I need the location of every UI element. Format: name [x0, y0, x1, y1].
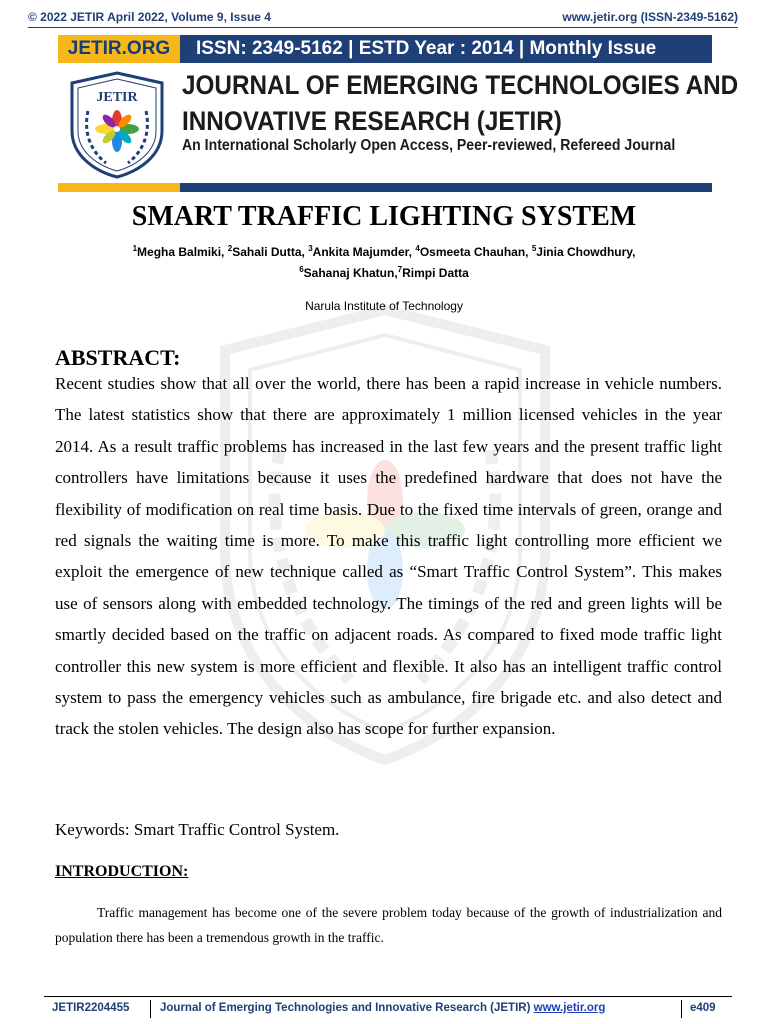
- page-footer: [44, 996, 732, 1020]
- author: $^7$Rimpi Datta: [397, 265, 469, 280]
- header-rule: [28, 27, 738, 28]
- author: $^4$Osmeeta Chauhan,: [415, 244, 532, 259]
- svg-text:JETIR: JETIR: [96, 90, 138, 105]
- author: $^5$Jinia Chowdhury,: [531, 244, 636, 259]
- journal-url-issn: www.jetir.org (ISSN-2349-5162): [562, 10, 738, 24]
- introduction-heading: INTRODUCTION:: [55, 863, 189, 880]
- author: $^1$Megha Balmiki,: [132, 244, 228, 259]
- author: $^2$Sahali Dutta,: [227, 244, 309, 259]
- running-header: [28, 6, 738, 28]
- issue-info: © 2022 JETIR April 2022, Volume 9, Issue 4: [28, 10, 271, 24]
- abstract-body: Recent studies show that all over the world, there has been a rapid increase in vehicle numbers. The latest statistics show that there are approximately 1 million licensed vehicles in the year 2014. As a result traffic problems has increased in the last few years and the present traffic light controllers have limitations because it uses the predefined hardware that does not have the flexibility of modification on real time basis. Due to the fixed time intervals of green, orange and red signals the waiting time is more. To make this traffic light controlling more efficient we exploit the emergence of new technique called as “Smart Traffic Control System”. This makes use of sensors along with embedded technology. The timings of the red and green lights will be smartly decided based on the traffic on adjacent roads. As compared to fixed mode traffic light controller this new system is more efficient and flexible. It also has an intelligent traffic control system to pass the emergency vehicles such as ambulance, fire brigade etc. and also detect and track the stolen vehicles. The design also has scope for further expansion.: [55, 374, 722, 739]
- masthead-bottom-navy: [180, 183, 712, 192]
- page-number: e409: [690, 1002, 716, 1014]
- footer-divider: [150, 1000, 151, 1018]
- author-list: [100, 240, 668, 282]
- paper-id: JETIR2204455: [52, 1002, 130, 1014]
- introduction-body: Traffic management has become one of the severe problem today because of the growth of industrialization and population there has been a tremendous growth in the traffic.: [55, 905, 722, 945]
- footer-divider: [681, 1000, 682, 1018]
- keywords: Keywords: Smart Traffic Control System.: [55, 820, 340, 839]
- journal-masthead: [58, 35, 739, 193]
- paper-title: SMART TRAFFIC LIGHTING SYSTEM: [131, 201, 637, 232]
- author: $^6$Sahanaj Khatun,: [299, 265, 398, 280]
- author: $^3$Ankita Majumder,: [308, 244, 416, 259]
- masthead-issn-line: ISSN: 2349-5162 | ESTD Year : 2014 | Monthly Issue: [196, 38, 657, 59]
- masthead-bottom-orange: [58, 183, 180, 192]
- jetir-seal-logo: [66, 71, 168, 179]
- masthead-subtitle: An International Scholarly Open Access, Peer-reviewed, Refereed Journal: [182, 137, 676, 154]
- abstract-heading: ABSTRACT:: [55, 345, 181, 370]
- footer-rule: [44, 996, 732, 997]
- journal-link[interactable]: www.jetir.org: [533, 1002, 606, 1014]
- masthead-journal-title: JOURNAL OF EMERGING TECHNOLOGIES AND INNOVATIVE RESEARCH (JETIR): [182, 70, 739, 136]
- affiliation: Narula Institute of Technology: [305, 299, 463, 313]
- masthead-site-label: JETIR.ORG: [67, 38, 171, 59]
- footer-journal-name: Journal of Emerging Technologies and Innovative Research (JETIR) www.jetir.org: [160, 1002, 606, 1014]
